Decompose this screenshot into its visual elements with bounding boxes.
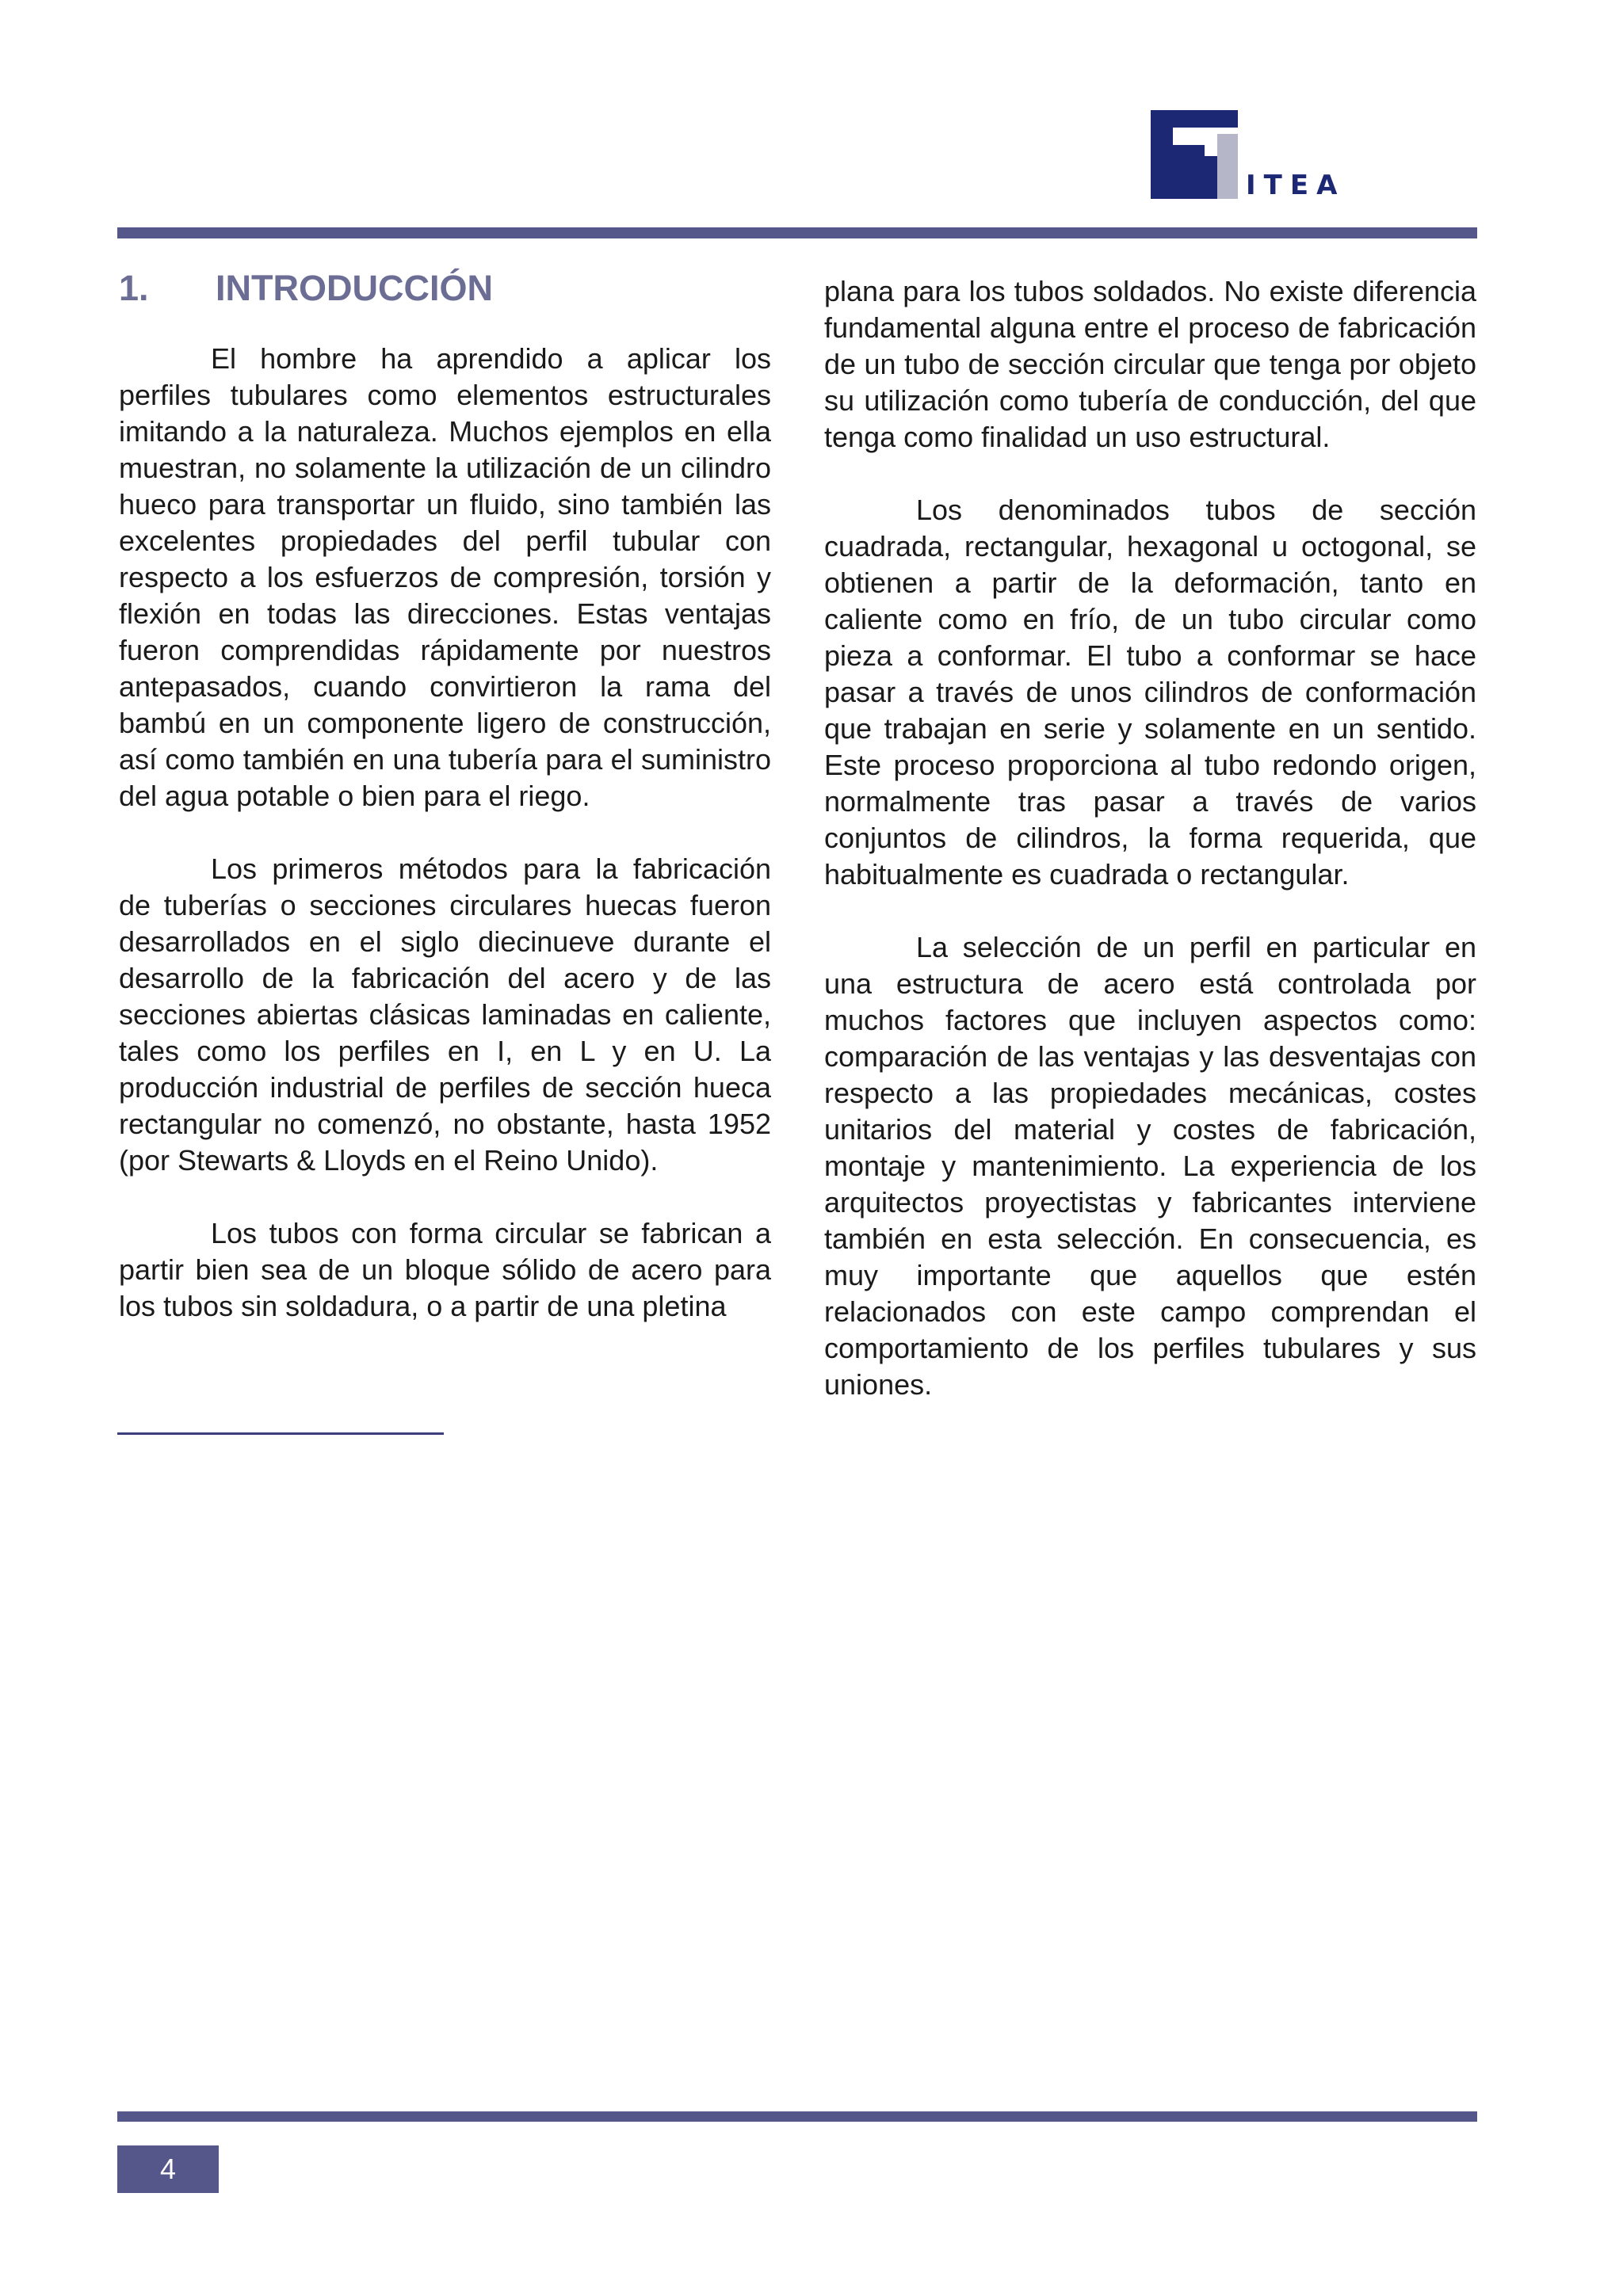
footnote-separator bbox=[117, 1432, 444, 1435]
header-rule bbox=[117, 227, 1477, 238]
logo-shape-grey-bar bbox=[1217, 134, 1238, 199]
logo-shape-left-bar bbox=[1151, 110, 1173, 199]
section-heading bbox=[119, 266, 493, 311]
logo-shape-lower-block bbox=[1173, 145, 1205, 199]
right-column bbox=[824, 273, 1476, 1440]
section-number: 1. bbox=[119, 268, 149, 308]
page-number: 4 bbox=[117, 2145, 219, 2193]
paragraph: La selección de un perfil en particular en una estructura de acero está controlada por muchos factores que incluyen aspectos como: comparación de las ventajas y las desventajas con respecto a las propiedades mecánicas, costes unitarios del material y costes de fabricación, montaje y mantenimiento. La experiencia de los arquitectos proyectistas y fabricantes interviene también en esta selección. En consecuencia, es muy importante que aquellos que estén relacionados con este campo comprendan el comportamiento de los perfiles tubulares y sus uniones. bbox=[824, 931, 1476, 1401]
paragraph: plana para los tubos soldados. No existe diferencia fundamental alguna entre el proceso de fabricación de un tubo de sección circular que tenga por objeto su utilización como tubería de conducción, del que tenga como finalidad un uso estructural. bbox=[824, 275, 1476, 453]
logo-shape-small-block bbox=[1205, 156, 1217, 199]
paragraph: Los primeros métodos para la fabricación de tuberías o secciones circulares huecas fueron desarrollados en el siglo diecinueve durante el desarrollo de la fabricación del acero y de las secciones abiertas clásicas laminadas en caliente, tales como los perfiles en I, en L y en U. La producción industrial de perfiles de sección hueca rectangular no comenzó, no obstante, hasta 1952 (por Stewarts & Lloyds en el Reino Unido). bbox=[119, 852, 771, 1177]
footer-rule bbox=[117, 2111, 1477, 2122]
logo-text: ITEA bbox=[1246, 170, 1346, 201]
paragraph: Los tubos con forma circular se fabrican a partir bien sea de un bloque sólido de acero para los tubos sin soldadura, o a partir de una pletina bbox=[119, 1217, 771, 1322]
section-title: INTRODUCCIÓN bbox=[216, 268, 493, 308]
left-column bbox=[119, 341, 771, 1361]
paragraph: Los denominados tubos de sección cuadrada, rectangular, hexagonal u octogonal, se obtienen a partir de la deformación, tanto en caliente como en frío, de un tubo circular como pieza a conformar. El tubo a conformar se hace pasar a través de unos cilindros de conformación que trabajan en serie y solamente en un sentido. Este proceso proporciona al tubo redondo origen, normalmente tras pasar a través de varios conjuntos de cilindros, la forma requerida, que habitualmente es cuadrada o rectangular. bbox=[824, 494, 1476, 891]
itea-logo bbox=[1151, 110, 1346, 201]
paragraph: El hombre ha aprendido a aplicar los perfiles tubulares como elementos estructurales imitando a la naturaleza. Muchos ejemplos en ella muestran, no solamente la utilización de un cilindro hueco para transportar un fluido, sino también las excelentes propiedades del perfil tubular con respecto a los esfuerzos de compresión, torsión y flexión en todas las direcciones. Estas ventajas fueron comprendidas rápidamente por nuestros antepasados, cuando convirtieron la rama del bambú en un componente ligero de construcción, así como también en una tubería para el suministro del agua potable o bien para el riego. bbox=[119, 342, 771, 812]
